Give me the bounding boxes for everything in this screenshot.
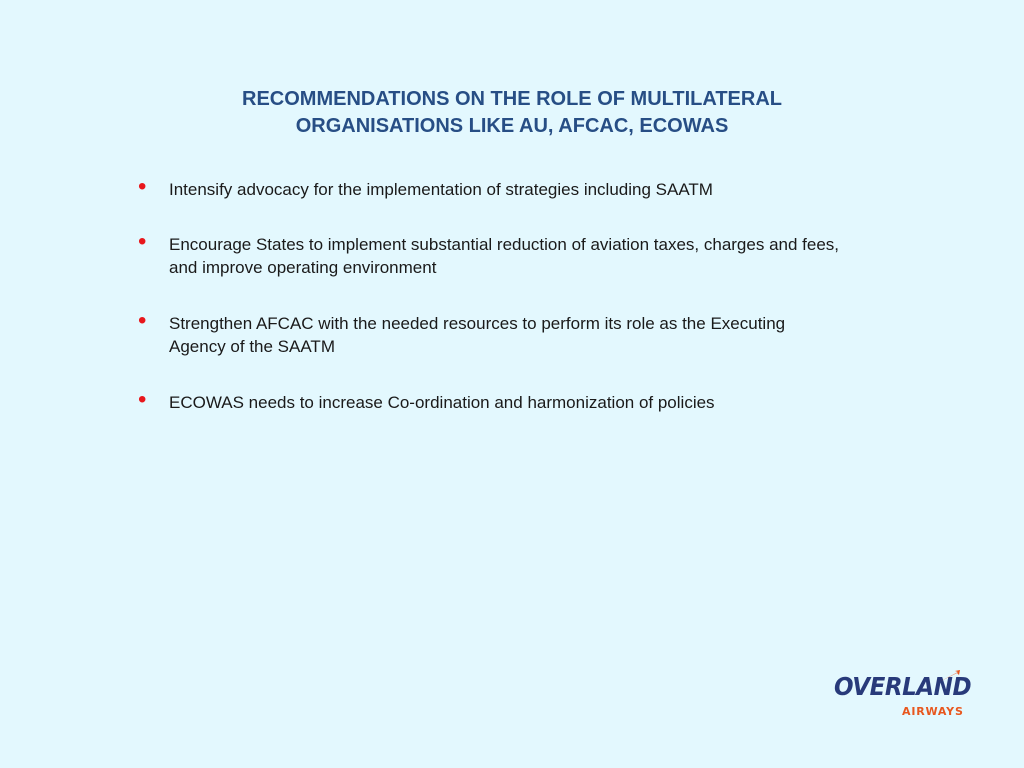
- logo-wordmark: OVERLAND: [834, 672, 972, 701]
- bullet-item-2: [138, 228, 938, 279]
- bullet-item-1: [138, 173, 938, 201]
- plane-icon: [938, 670, 960, 684]
- bullet-list: [138, 173, 938, 414]
- slide-title: [160, 86, 864, 140]
- bullet-text-2-line-2: and improve operating environment: [169, 258, 437, 277]
- bullet-text-3-line-1: Strengthen AFCAC with the needed resources to perform its role as the Executing: [169, 314, 786, 333]
- logo-subtitle: AIRWAYS: [902, 705, 964, 718]
- bullet-text-1-line-1: Intensify advocacy for the implementation of strategies including SAATM: [169, 180, 713, 199]
- overland-airways-logo: [834, 672, 972, 722]
- bullet-dot-icon: •: [138, 307, 147, 334]
- bullet-dot-icon: •: [138, 386, 147, 413]
- bullet-text-3-line-2: Agency of the SAATM: [169, 337, 335, 356]
- bullet-item-4: [138, 386, 938, 414]
- slide-title-line-2: ORGANISATIONS LIKE AU, AFCAC, ECOWAS: [295, 115, 729, 137]
- bullet-item-3: [138, 307, 938, 358]
- bullet-text-2-line-1: Encourage States to implement substantial reduction of aviation taxes, charges and fees,: [169, 235, 840, 254]
- bullet-dot-icon: •: [138, 228, 147, 255]
- slide-title-line-1: RECOMMENDATIONS ON THE ROLE OF MULTILATERAL: [242, 88, 782, 110]
- bullet-text-4-line-1: ECOWAS needs to increase Co-ordination and harmonization of policies: [169, 393, 715, 412]
- bullet-dot-icon: •: [138, 173, 147, 200]
